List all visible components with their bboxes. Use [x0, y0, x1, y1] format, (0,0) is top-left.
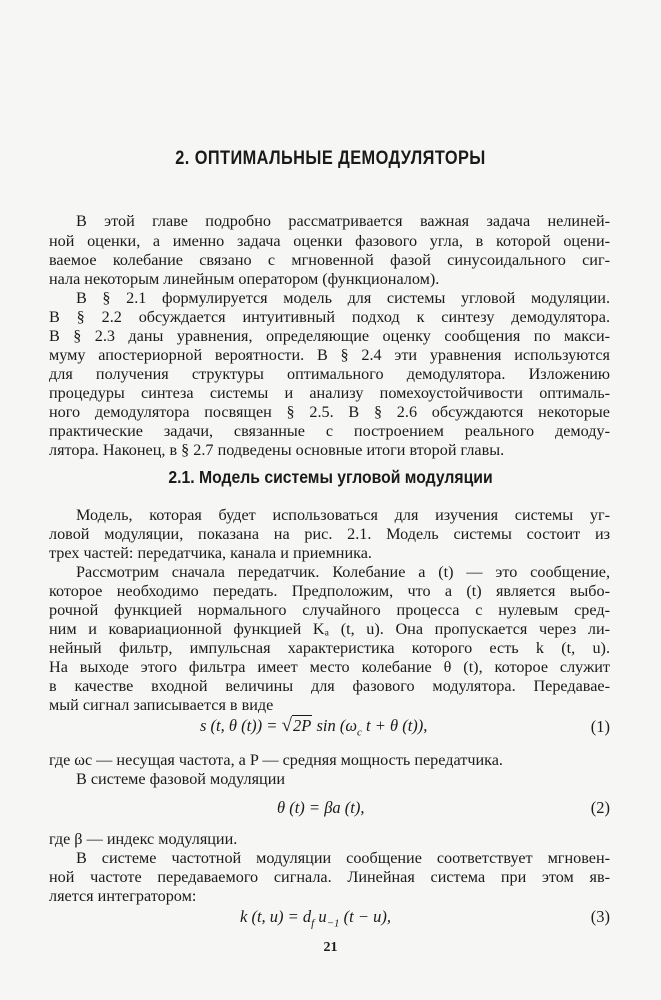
formula-3-sub1: f: [311, 917, 315, 930]
text-line: нейный фильтр, импульсная характеристика которого есть k (t, u).: [49, 639, 610, 657]
text-line: ляется интегратором:: [49, 887, 197, 905]
text-line: ной частоте передаваемого сигнала. Линейная система при этом яв-: [49, 868, 610, 886]
text-line: где ωc — несущая частота, а P — средняя мощность передатчика.: [49, 751, 503, 769]
text-line: В системе фазовой модуляции: [76, 770, 286, 788]
formula-3-sub2: −1: [326, 917, 340, 930]
text-line: В этой главе подробно рассматривается важная задача нелиней-: [76, 212, 610, 230]
text-line: ловой модуляции, показана на рис. 2.1. Модель системы состоит из: [49, 525, 610, 543]
text-line: Модель, которая будет использоваться для изучения системы уг-: [76, 506, 610, 524]
formula-1-number: (1): [590, 717, 610, 736]
text-line: лятора. Наконец, в § 2.7 подведены основные итоги второй главы.: [49, 441, 505, 459]
text-line: В § 2.3 даны уравнения, определяющие оценку сообщения по макси-: [49, 327, 610, 345]
formula-1-rhs2: t + θ (t)),: [361, 716, 428, 735]
formula-1-lhs: s (t, θ (t)) =: [200, 716, 282, 735]
text-line: ваемое колебание связано с мгновенной фазой синусоидального сиг-: [49, 251, 610, 269]
text-line: ной оценки, а именно задача оценки фазового угла, в которой оцени-: [49, 232, 610, 250]
text-line: В § 2.1 формулируется модель для системы угловой модуляции.: [76, 289, 610, 307]
formula-1-rhs: sin (ω: [312, 716, 357, 735]
formula-3: [240, 907, 391, 929]
text-line: где β — индекс модуляции.: [49, 830, 238, 848]
text-line: ним и ковариационной функцией Kₐ (t, u). Она пропускается через ли-: [49, 620, 610, 638]
text-line: В § 2.2 обсуждается интуитивный подход к синтезу демодулятора.: [49, 308, 610, 326]
text-line: ного демодулятора посвящен § 2.5. В § 2.6 обсуждаются некоторые: [49, 403, 610, 421]
text-line: в качестве входной величины для фазового модулятора. Передавае-: [49, 677, 610, 695]
text-line: мый сигнал записывается в виде: [49, 696, 274, 714]
text-line: процедуры синтеза системы и анализу помехоустойчивости оптималь-: [49, 384, 610, 402]
text-line: муму апостериорной вероятности. В § 2.4 эти уравнения используются: [49, 346, 610, 364]
text-line: нала некоторым линейным оператором (функционалом).: [49, 270, 440, 288]
text-line: которое необходимо передать. Предположим, что a (t) является выбо-: [49, 582, 610, 600]
page-number: 21: [323, 940, 338, 955]
text-line: Рассмотрим сначала передатчик. Колебание a (t) — это сообщение,: [76, 563, 610, 581]
section-title: 2.1. Модель системы угловой модуляции: [168, 467, 493, 487]
formula-1-sqrt-arg: 2P: [293, 716, 312, 735]
text-line: На выходе этого фильтра имеет место колебание θ (t), которое служит: [49, 658, 610, 676]
text-line: практические задачи, связанные с построением реального демоду-: [49, 422, 610, 440]
formula-3-number: (3): [590, 907, 610, 926]
formula-3-lhs: k (t, u) = d: [240, 907, 312, 926]
formula-1: [200, 715, 427, 738]
formula-1-sub: c: [357, 726, 362, 739]
chapter-title: 2. ОПТИМАЛЬНЫЕ ДЕМОДУЛЯТОРЫ: [175, 148, 486, 169]
formula-3-mid: u: [314, 907, 327, 926]
text-line: В системе частотной модуляции сообщение соответствует мгновен-: [76, 849, 610, 867]
text-line: для получения структуры оптимального демодулятора. Изложению: [49, 365, 610, 383]
sqrt: √2P: [281, 715, 312, 736]
text-line: рочной функцией нормального случайного процесса с нулевым сред-: [49, 601, 610, 619]
text-line: трех частей: передатчика, канала и приемника.: [49, 544, 372, 562]
formula-3-rhs: (t − u),: [339, 907, 391, 926]
formula-2: θ (t) = βa (t),: [277, 798, 365, 817]
formula-2-number: (2): [590, 798, 610, 817]
